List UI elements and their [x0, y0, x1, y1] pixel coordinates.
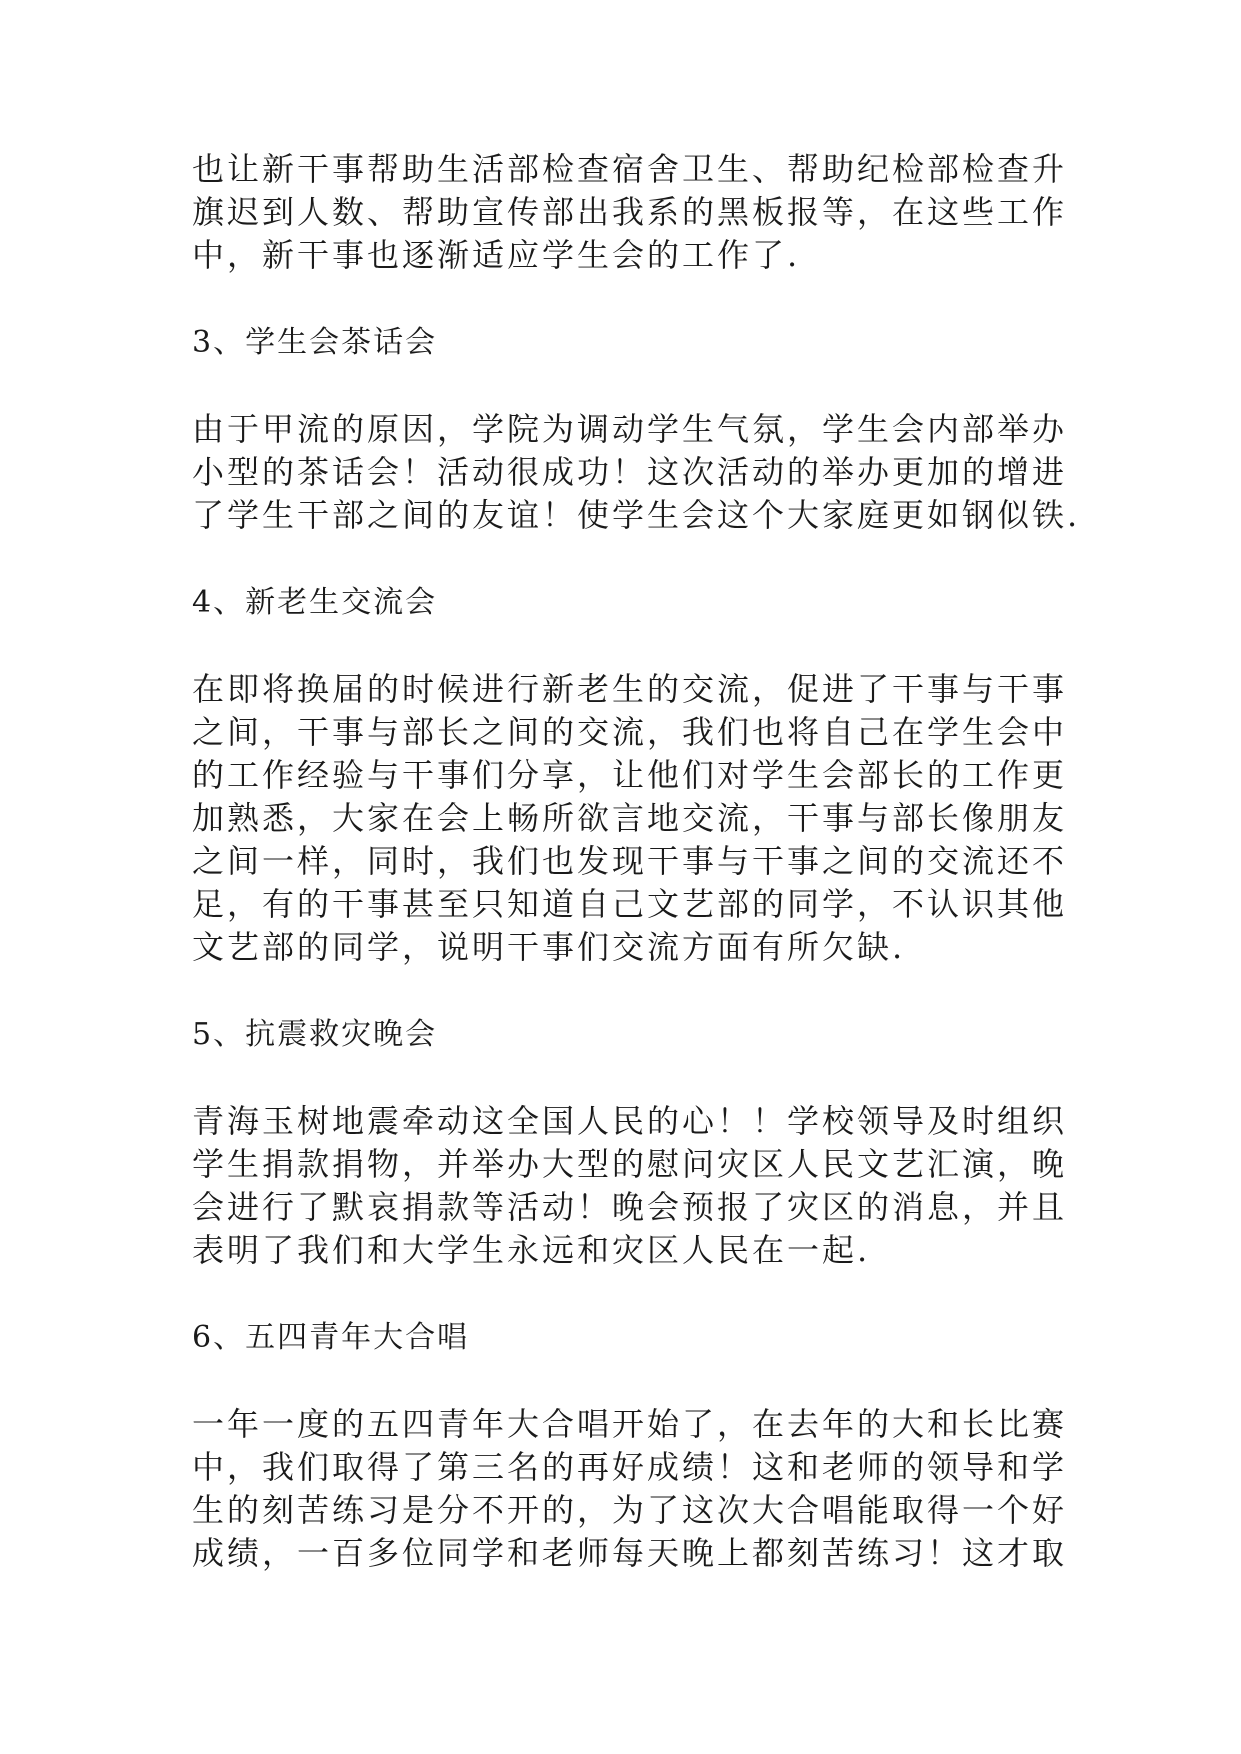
text-line: 旗迟到人数、帮助宣传部出我系的黑板报等，在这些工作: [192, 193, 1068, 231]
text-line: 的工作经验与干事们分享，让他们对学生会部长的工作更: [192, 756, 1068, 794]
text-line: 中，新干事也逐渐适应学生会的工作了.: [192, 236, 801, 274]
text-line: 成绩，一百多位同学和老师每天晚上都刻苦练习！这才取: [192, 1534, 1068, 1572]
text-line: 中，我们取得了第三名的再好成绩！这和老师的领导和学: [192, 1448, 1068, 1486]
text-line: 表明了我们和大学生永远和灾区人民在一起.: [192, 1231, 871, 1269]
text-line: 生的刻苦练习是分不开的，为了这次大合唱能取得一个好: [192, 1491, 1068, 1529]
text-line: 之间一样，同时，我们也发现干事与干事之间的交流还不: [192, 842, 1068, 880]
text-line: 加熟悉，大家在会上畅所欲言地交流，干事与部长像朋友: [192, 799, 1068, 837]
body-paragraph: [192, 1403, 1068, 1575]
text-line: 小型的茶话会！活动很成功！这次活动的举办更加的增进: [192, 453, 1068, 491]
text-line: 学生捐款捐物，并举办大型的慰问灾区人民文艺汇演，晚: [192, 1145, 1068, 1183]
text-line: 也让新干事帮助生活部检查宿舍卫生、帮助纪检部检查升: [192, 150, 1068, 188]
text-line: 由于甲流的原因，学院为调动学生气氛，学生会内部举办: [192, 410, 1068, 448]
text-line: 青海玉树地震牵动这全国人民的心！！学校领导及时组织: [192, 1102, 1068, 1140]
section-heading: 5、抗震救灾晚会: [192, 1017, 438, 1052]
section-heading: 6、五四青年大合唱: [192, 1320, 470, 1355]
text-line: 会进行了默哀捐款等活动！晚会预报了灾区的消息，并且: [192, 1188, 1068, 1226]
text-line: 文艺部的同学，说明干事们交流方面有所欠缺.: [192, 928, 906, 966]
text-line: 一年一度的五四青年大合唱开始了，在去年的大和长比赛: [192, 1405, 1068, 1443]
body-paragraph: [192, 1100, 1068, 1272]
section-heading: 3、学生会茶话会: [192, 325, 438, 360]
body-paragraph: [192, 668, 1068, 969]
body-paragraph: [192, 148, 1068, 277]
document-page: [192, 148, 1081, 1575]
section-heading: 4、新老生交流会: [192, 585, 438, 620]
body-paragraph: [192, 408, 1081, 537]
text-line: 之间，干事与部长之间的交流，我们也将自己在学生会中: [192, 713, 1068, 751]
text-line: 足，有的干事甚至只知道自己文艺部的同学，不认识其他: [192, 885, 1068, 923]
text-line: 在即将换届的时候进行新老生的交流，促进了干事与干事: [192, 670, 1068, 708]
text-line: 了学生干部之间的友谊！使学生会这个大家庭更如钢似铁.: [192, 496, 1081, 534]
